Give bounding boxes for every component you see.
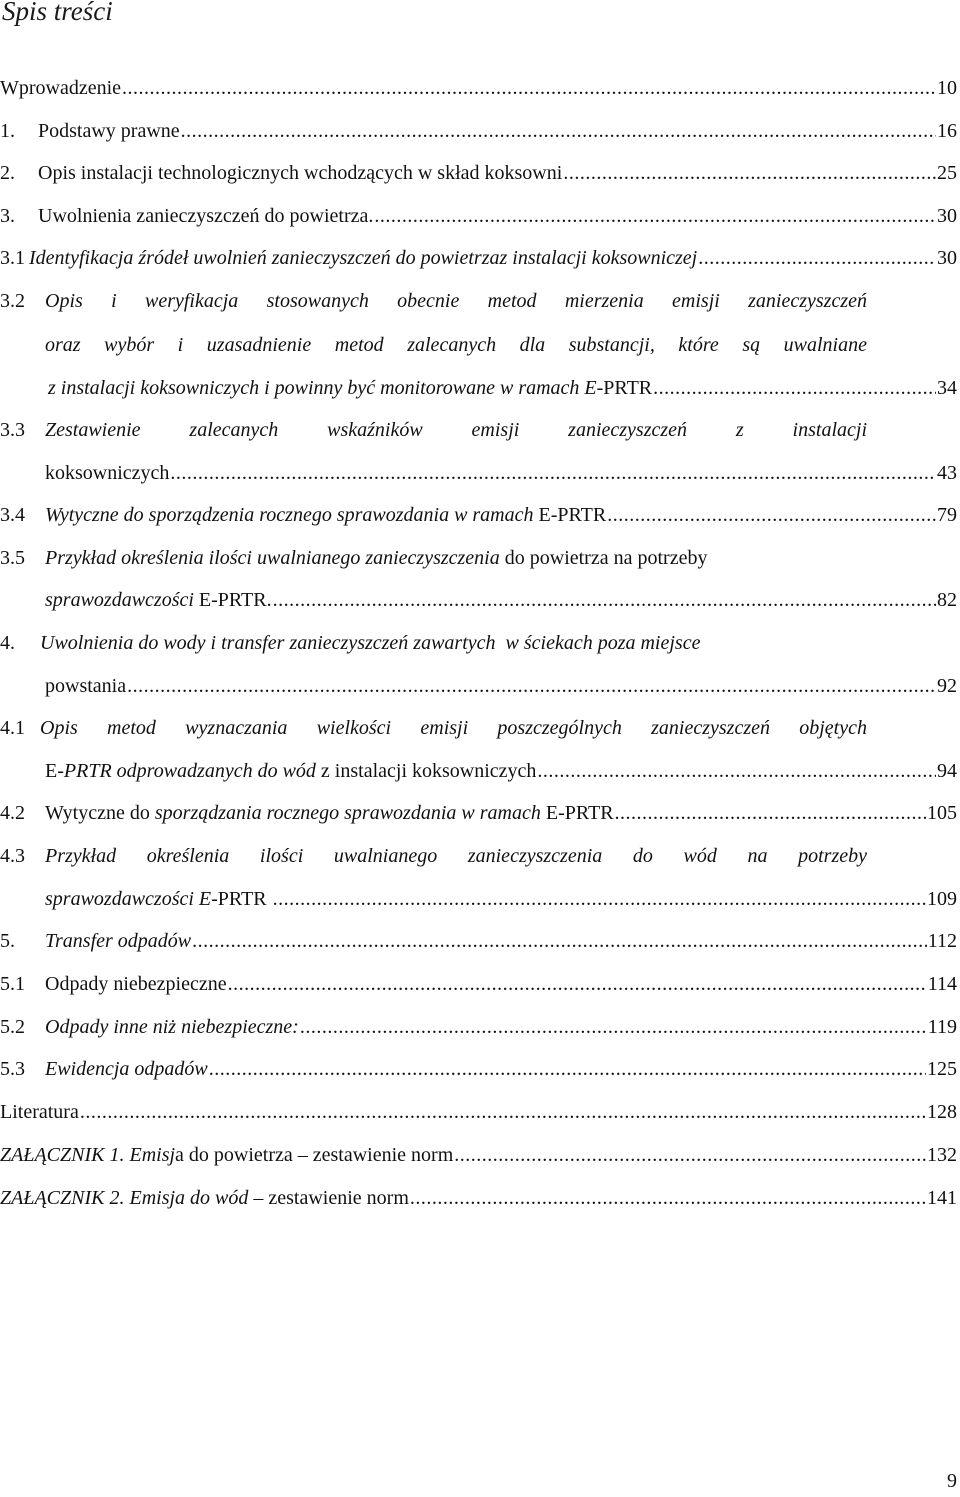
toc-entry-page: 34 xyxy=(937,377,957,399)
toc-entry-5-2[interactable] xyxy=(0,1012,957,1042)
toc-entry-number: 3.1 xyxy=(0,247,25,269)
toc-entry-5[interactable] xyxy=(0,926,957,956)
toc-entry-number: 3. xyxy=(0,205,15,227)
toc-entry-label: Podstawy prawne xyxy=(38,120,180,142)
toc-entry-page: 109 xyxy=(927,888,957,910)
toc-entry-page: 119 xyxy=(927,1016,957,1038)
toc-entry-4-line-2[interactable] xyxy=(45,671,957,701)
toc-entry-label-prefix: E- xyxy=(45,760,64,782)
dot-leader xyxy=(563,158,936,188)
toc-entry-label: sprawozdawczości xyxy=(45,589,194,611)
toc-entry-1[interactable] xyxy=(0,116,957,146)
toc-entry-3-5-line-2[interactable] xyxy=(45,585,957,615)
toc-entry-3-2-line-2[interactable]: oraz wybór i uzasadnienie metod zalecanych dla substancji, które są uwalniane xyxy=(45,334,867,356)
toc-entry-number: 2. xyxy=(0,162,15,184)
toc-entry-page: 114 xyxy=(927,973,957,995)
toc-entry-label: Uwolnienia zanieczyszczeń do powietrza. xyxy=(38,205,374,227)
toc-entry-number: 5. xyxy=(0,930,15,952)
toc-entry-number: 3.4 xyxy=(0,504,25,526)
toc-entry-label: sporządzania rocznego sprawozdania w ramach xyxy=(154,802,541,824)
toc-entry-4-1-number: 4.1 xyxy=(0,717,25,739)
toc-entry-label-suffix: do powietrza na potrzeby xyxy=(499,547,708,569)
dot-leader xyxy=(410,1183,926,1213)
toc-entry-label: powstania xyxy=(45,675,127,697)
toc-entry-page: 30 xyxy=(937,205,957,227)
toc-entry-number: 5.1 xyxy=(0,973,25,995)
toc-entry-4-3-line-1[interactable]: Przykład określenia ilości uwalnianego zanieczyszczenia do wód na potrzeby xyxy=(45,845,867,867)
dot-leader xyxy=(122,73,936,103)
toc-entry-label-suffix: -PRTR xyxy=(596,377,653,399)
toc-entry-label-suffix: E-PRTR xyxy=(540,802,614,824)
toc-entry-4-1-line-2[interactable] xyxy=(45,756,957,786)
toc-entry-3-5-number: 3.5 xyxy=(0,547,25,569)
toc-entry-label-suffix: – zestawienie norm xyxy=(248,1187,409,1209)
dot-leader xyxy=(170,458,936,488)
toc-entry-label-suffix: E-PRTR xyxy=(533,504,607,526)
toc-entry-3-1[interactable] xyxy=(0,243,957,273)
toc-entry-3-5-line-1[interactable] xyxy=(45,543,867,573)
toc-entry-4-3-number: 4.3 xyxy=(0,845,25,867)
toc-entry-label: Literatura xyxy=(0,1101,79,1123)
toc-entry-introduction[interactable] xyxy=(0,73,957,103)
toc-entry-number: 5.3 xyxy=(0,1058,25,1080)
toc-entry-label-suffix: -PRTR xyxy=(211,888,272,910)
toc-entry-appendix-1[interactable] xyxy=(0,1140,957,1170)
toc-entry-4-1-line-1[interactable]: Opis metod wyznaczania wielkości emisji poszczególnych zanieczyszczeń objętych xyxy=(40,717,867,739)
toc-entry-5-3[interactable] xyxy=(0,1054,957,1084)
toc-entry-3-3-line-2[interactable] xyxy=(45,458,957,488)
toc-entry-label: z instalacji koksowniczych i powinny być monitorowane w ramach E xyxy=(48,377,597,399)
toc-entry-label: ZAŁĄCZNIK 1. Emisj xyxy=(0,1144,176,1166)
dot-leader xyxy=(607,500,936,530)
toc-entry-3-2-number: 3.2 xyxy=(0,290,25,312)
dot-leader xyxy=(615,798,926,828)
toc-entry-page: 82 xyxy=(937,589,957,611)
dot-leader xyxy=(273,585,936,615)
dot-leader xyxy=(454,1140,926,1170)
dot-leader xyxy=(228,969,927,999)
toc-entry-page: 10 xyxy=(937,77,957,99)
toc-entry-label-suffix: a do powietrza – zestawienie norm xyxy=(175,1144,454,1166)
dot-leader xyxy=(653,373,936,403)
toc-entry-page: 132 xyxy=(927,1144,957,1166)
toc-entry-appendix-2[interactable] xyxy=(0,1183,957,1213)
toc-entry-4-number: 4. xyxy=(0,632,15,654)
dot-leader xyxy=(192,926,927,956)
toc-entry-page: 128 xyxy=(927,1101,957,1123)
dot-leader xyxy=(273,884,926,914)
toc-entry-page: 79 xyxy=(937,504,957,526)
toc-entry-page: 105 xyxy=(927,802,957,824)
toc-entry-3-4[interactable] xyxy=(0,500,957,530)
dot-leader xyxy=(209,1054,926,1084)
toc-entry-3-3-number: 3.3 xyxy=(0,419,25,441)
toc-entry-label: Wytyczne do sporządzenia rocznego sprawozdania w ramach xyxy=(45,504,534,526)
page-number: 9 xyxy=(947,1470,957,1492)
dot-leader xyxy=(374,201,936,231)
toc-entry-label-suffix: z instalacji koksowniczych xyxy=(315,760,537,782)
toc-entry-4-3-line-2[interactable] xyxy=(45,884,957,914)
toc-entry-page: 16 xyxy=(937,120,957,142)
toc-entry-3-3-line-1[interactable]: Zestawienie zalecanych wskaźników emisji zanieczyszczeń z instalacji xyxy=(45,419,867,441)
toc-entry-4-line-1[interactable]: Uwolnienia do wody i transfer zanieczyszczeń zawartych w ściekach poza miejsce xyxy=(40,632,701,654)
page-title: Spis treści xyxy=(2,0,113,26)
dot-leader xyxy=(80,1097,926,1127)
toc-entry-3[interactable] xyxy=(0,201,957,231)
toc-entry-page: 125 xyxy=(927,1058,957,1080)
toc-entry-label: Odpady niebezpieczne xyxy=(45,973,227,995)
toc-entry-number: 5.2 xyxy=(0,1016,25,1038)
toc-entry-label: sprawozdawczości E xyxy=(45,888,212,910)
toc-entry-number: 4.2 xyxy=(0,802,25,824)
toc-entry-label: ZAŁĄCZNIK 2. Emisja do wód xyxy=(0,1187,249,1209)
toc-entry-label: Wprowadzenie xyxy=(0,77,122,99)
toc-entry-4-2[interactable] xyxy=(0,798,957,828)
toc-entry-label: Transfer odpadów xyxy=(45,930,192,952)
dot-leader xyxy=(537,756,936,786)
toc-entry-label: Identyfikacja źródeł uwolnień zanieczyszczeń do powietrzaz instalacji koksowniczej xyxy=(29,247,698,269)
toc-entry-page: 30 xyxy=(937,247,957,269)
toc-entry-label: Opis instalacji technologicznych wchodzących w skład koksowni xyxy=(38,162,563,184)
toc-entry-label: PRTR odprowadzanych do wód xyxy=(63,760,316,782)
toc-entry-page: 94 xyxy=(937,760,957,782)
toc-entry-label-suffix: E-PRTR. xyxy=(193,589,272,611)
toc-entry-label: Przykład określenia ilości uwalnianego zanieczyszczenia xyxy=(45,547,500,569)
dot-leader xyxy=(698,243,936,273)
toc-entry-label: koksowniczych xyxy=(45,462,170,484)
toc-entry-page: 43 xyxy=(937,462,957,484)
toc-entry-3-2-line-3[interactable] xyxy=(48,373,957,403)
dot-leader xyxy=(300,1012,927,1042)
toc-entry-bibliography[interactable] xyxy=(0,1097,957,1127)
toc-entry-label: Odpady inne niż niebezpieczne: xyxy=(45,1016,299,1038)
toc-entry-page: 112 xyxy=(927,930,957,952)
toc-entry-3-2-line-1[interactable]: Opis i weryfikacja stosowanych obecnie metod mierzenia emisji zanieczyszczeń xyxy=(45,290,867,312)
toc-entry-label: Ewidencja odpadów xyxy=(45,1058,208,1080)
toc-entry-number: 1. xyxy=(0,120,15,142)
toc-entry-5-1[interactable] xyxy=(0,969,957,999)
dot-leader xyxy=(127,671,936,701)
dot-leader xyxy=(181,116,936,146)
toc-entry-page: 92 xyxy=(937,675,957,697)
toc-entry-page: 141 xyxy=(927,1187,957,1209)
toc-entry-page: 25 xyxy=(937,162,957,184)
toc-entry-label-prefix: Wytyczne do xyxy=(45,802,155,824)
toc-entry-2[interactable] xyxy=(0,158,957,188)
